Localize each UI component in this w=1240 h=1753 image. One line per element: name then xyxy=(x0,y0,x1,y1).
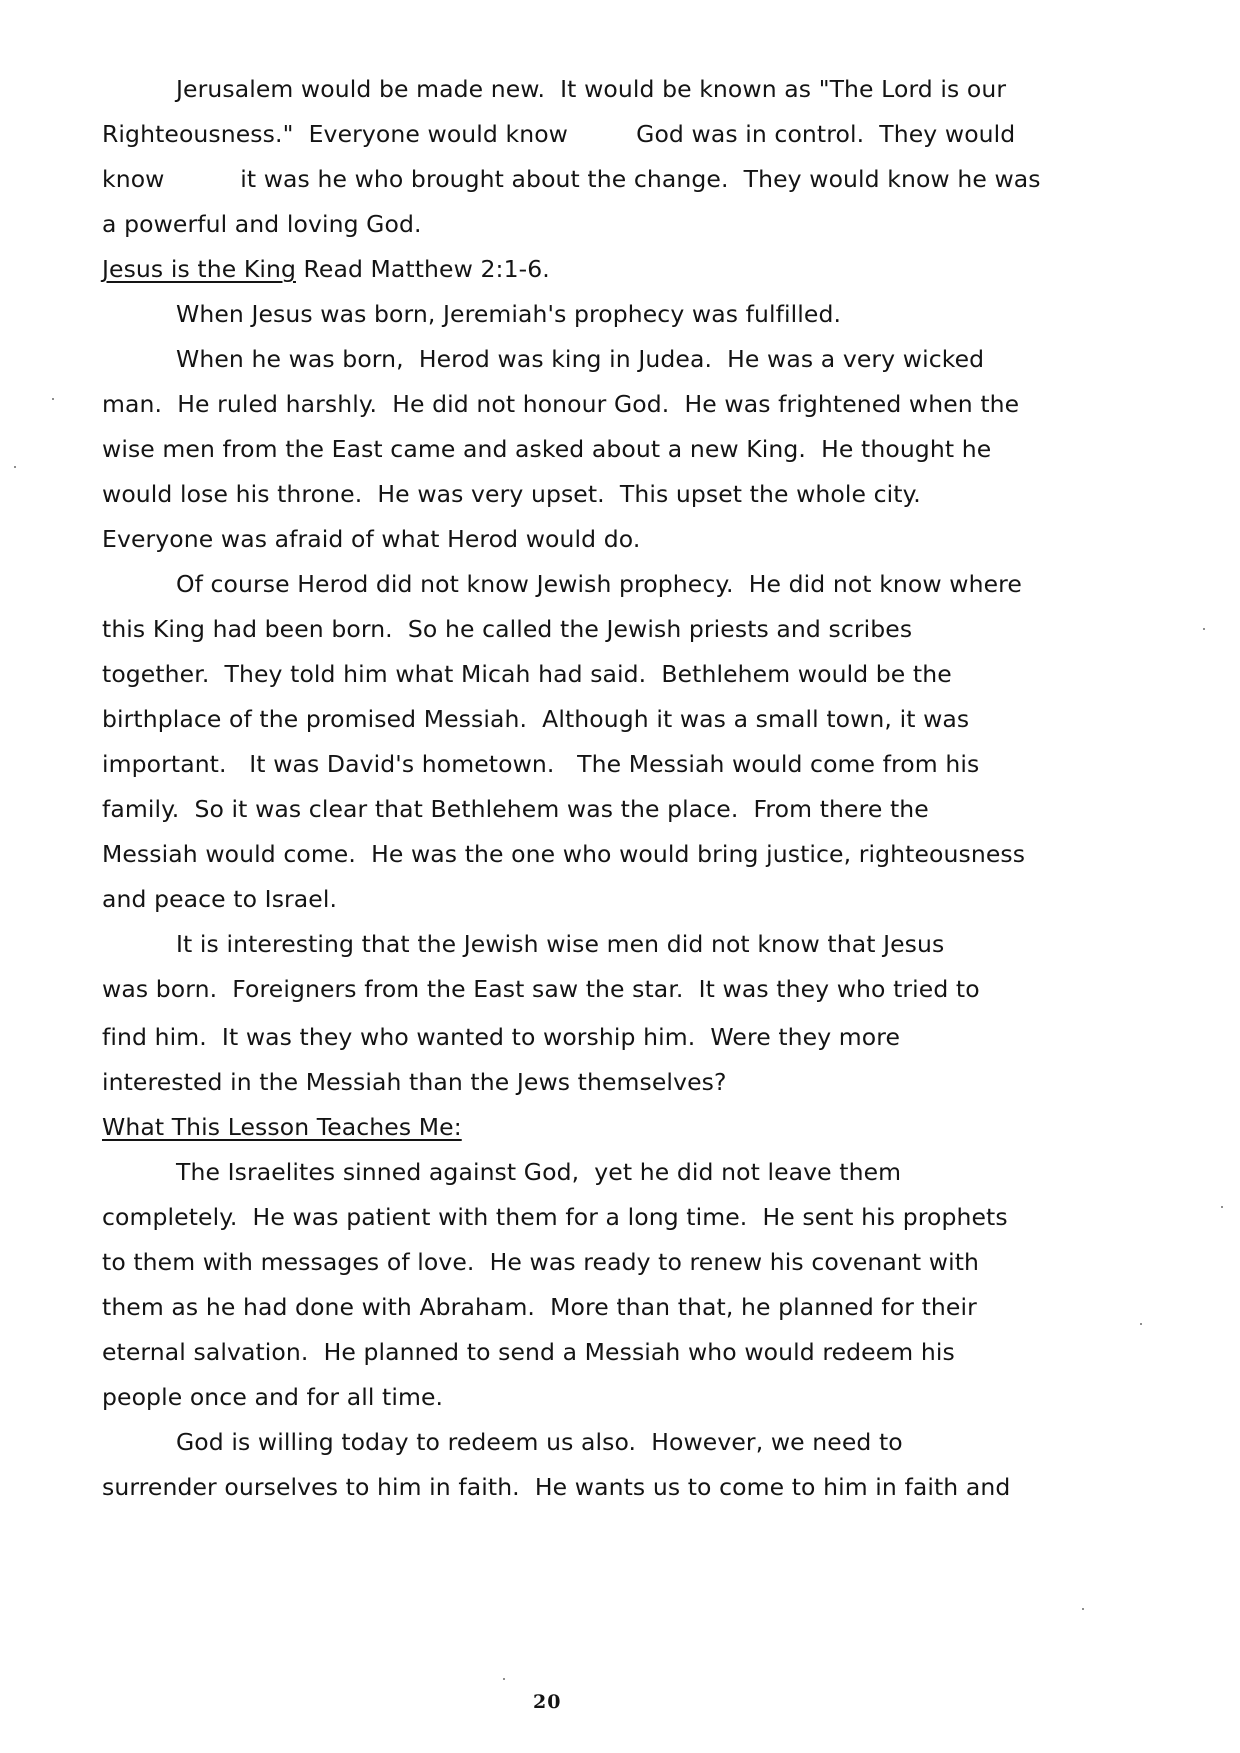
text-line: Messiah would come. He was the one who would bring justice, righteousness xyxy=(102,840,1026,868)
text-line: The Israelites sinned against God, yet he did not leave them xyxy=(176,1158,902,1186)
section-heading-jesus-is-the-king: Jesus is the King xyxy=(102,255,296,283)
scan-speck xyxy=(14,466,16,468)
text-line: Righteousness." Everyone would know God was in control. They would xyxy=(102,120,1016,148)
text-line: interested in the Messiah than the Jews themselves? xyxy=(102,1068,727,1096)
text-line: Everyone was afraid of what Herod would do. xyxy=(102,525,641,553)
text-line: them as he had done with Abraham. More than that, he planned for their xyxy=(102,1293,977,1321)
text-line: would lose his throne. He was very upset. This upset the whole city. xyxy=(102,480,921,508)
text-line: to them with messages of love. He was ready to renew his covenant with xyxy=(102,1248,980,1276)
text-line: Of course Herod did not know Jewish prophecy. He did not know where xyxy=(176,570,1022,598)
text-line: completely. He was patient with them for a long time. He sent his prophets xyxy=(102,1203,1008,1231)
text-line: a powerful and loving God. xyxy=(102,210,422,238)
text-line: people once and for all time. xyxy=(102,1383,444,1411)
scan-speck xyxy=(1082,1608,1084,1610)
text-line: family. So it was clear that Bethlehem was the place. From there the xyxy=(102,795,929,823)
text-line: find him. It was they who wanted to worship him. Were they more xyxy=(102,1023,901,1051)
text-line: When he was born, Herod was king in Judea. He was a very wicked xyxy=(176,345,985,373)
section-heading-row xyxy=(102,254,550,284)
scan-speck xyxy=(1203,628,1205,630)
text-line: birthplace of the promised Messiah. Although it was a small town, it was xyxy=(102,705,970,733)
text-line: surrender ourselves to him in faith. He wants us to come to him in faith and xyxy=(102,1473,1011,1501)
scripture-reference: Read Matthew 2:1-6. xyxy=(295,255,550,283)
scan-speck xyxy=(52,398,54,400)
text-line: this King had been born. So he called the Jewish priests and scribes xyxy=(102,615,913,643)
scan-speck xyxy=(1221,1206,1223,1208)
text-line: and peace to Israel. xyxy=(102,885,338,913)
text-line: was born. Foreigners from the East saw the star. It was they who tried to xyxy=(102,975,980,1003)
section-heading-what-this-lesson-teaches-me: What This Lesson Teaches Me: xyxy=(102,1113,462,1141)
text-line: wise men from the East came and asked about a new King. He thought he xyxy=(102,435,992,463)
text-line: When Jesus was born, Jeremiah's prophecy was fulfilled. xyxy=(176,300,842,328)
scan-speck xyxy=(503,1678,505,1680)
text-line: important. It was David's hometown. The Messiah would come from his xyxy=(102,750,980,778)
text-line: Jerusalem would be made new. It would be known as "The Lord is our xyxy=(176,75,1007,103)
text-line: together. They told him what Micah had said. Bethlehem would be the xyxy=(102,660,952,688)
text-line: God is willing today to redeem us also. However, we need to xyxy=(176,1428,903,1456)
page-number: 20 xyxy=(533,1691,562,1713)
scan-speck xyxy=(1140,1323,1142,1325)
text-line: eternal salvation. He planned to send a Messiah who would redeem his xyxy=(102,1338,955,1366)
text-line: man. He ruled harshly. He did not honour God. He was frightened when the xyxy=(102,390,1020,418)
text-line: It is interesting that the Jewish wise men did not know that Jesus xyxy=(176,930,945,958)
text-line: know it was he who brought about the change. They would know he was xyxy=(102,165,1041,193)
